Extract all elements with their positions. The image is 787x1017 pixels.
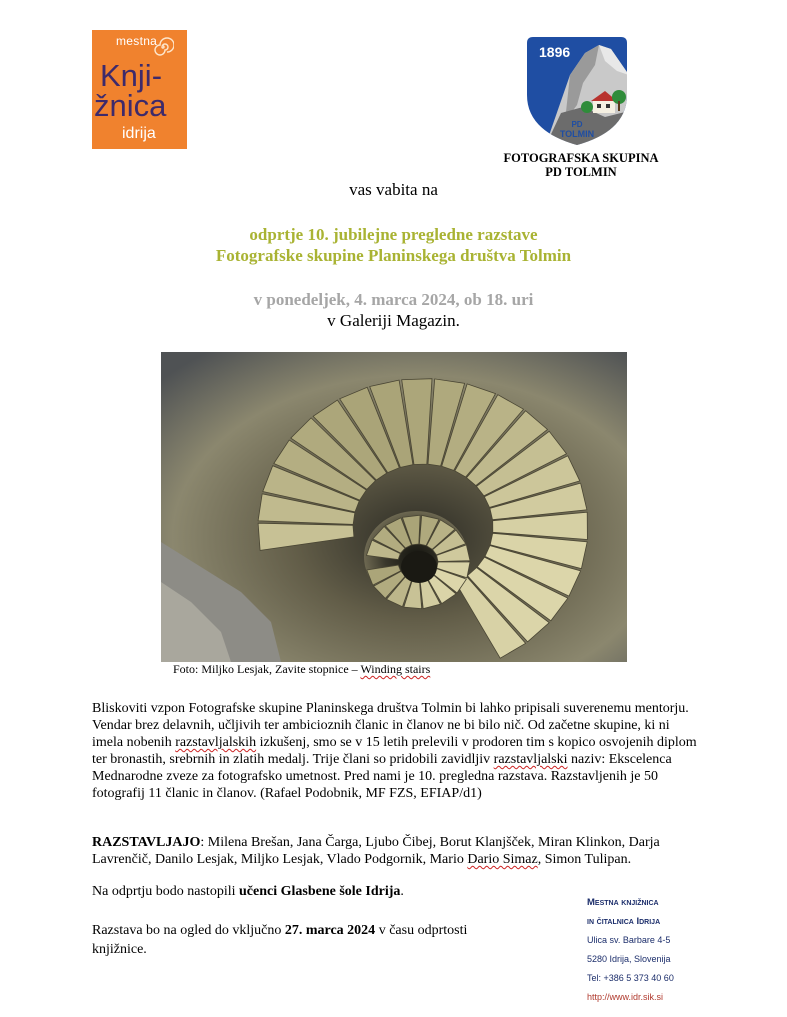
exhibitors-paragraph: RAZSTAVLJAJO: Milena Brešan, Jana Čarga, Ljubo Čibej, Borut Klanjšček, Miran Klinkon, Darja Lavrenčič, Danilo Lesjak, Miljko Lesjak, Vlado Podgornik, Mario Dario Simaz, Simon Tulipan.	[92, 835, 660, 867]
caption-english: Winding stairs	[360, 662, 431, 676]
spiral-stairs-photo	[161, 352, 627, 662]
logo-text-knji: Knji-	[100, 58, 163, 93]
event-title-line2: Fotografske skupine Planinskega društva Tolmin	[215, 246, 572, 265]
contact-phone: Tel: +386 5 373 40 60	[587, 973, 674, 983]
exhibitors-label: RAZSTAVLJAJO	[92, 835, 201, 850]
contact-url-link[interactable]: http://www.idr.sik.si	[587, 992, 664, 1002]
library-logo	[92, 30, 187, 149]
closing-paragraph: Razstava bo na ogled do vključno 27. marca 2024 v času odprtosti knjižnice.	[92, 923, 468, 957]
logo-text-idrija: idrija	[122, 125, 156, 142]
event-title-line1: odprtje 10. jubilejne pregledne razstave	[249, 225, 538, 244]
club-name-line2: PD TOLMIN	[545, 165, 617, 179]
library-contact-block	[587, 893, 674, 1007]
club-name	[470, 151, 692, 179]
badge-tolmin: TOLMIN	[559, 129, 595, 139]
event-venue: v Galeriji Magazin.	[327, 311, 460, 330]
badge-year: 1896	[539, 44, 571, 60]
contact-name: Mestna knjižnica	[587, 897, 659, 908]
description-paragraph: Bliskoviti vzpon Fotografske skupine Planinskega društva Tolmin bi lahko pripisali suverenemu mentorju. Vendar brez delavnih, učljivih ter ambicioznih članic in članov ne bi bilo nič. Od začetne skupine, ki ni imela nobenih razstavljalskih izkušenj, smo se v 15 letih prelevili v prodoren tim s kopico osvojenih diplom ter bronastih, srebrnih in zlatih medalj. Trije člani so pridobili zavidljiv razstavljalski naziv: Ekscelenca Mednarodne zveze za fotografsko umetnost. Pred nami je 10. pregledna razstava. Razstavljenih je 50 fotografij 11 članic in članov. (Rafael Podobnik, MF FZS, EFIAP/d1)	[92, 701, 697, 801]
contact-name2: in čitalnica Idrija	[587, 916, 661, 927]
logo-text-mestna: mestna	[116, 34, 158, 48]
invite-line: vas vabita na	[349, 180, 438, 199]
club-badge	[525, 35, 629, 152]
logo-text-znica: žnica	[94, 88, 167, 123]
contact-street: Ulica sv. Barbare 4-5	[587, 935, 671, 945]
event-date: v ponedeljek, 4. marca 2024, ob 18. uri	[253, 290, 534, 309]
performers-line: Na odprtju bodo nastopili učenci Glasbene šole Idrija.	[92, 884, 404, 899]
photo-caption: Foto: Miljko Lesjak, Zavite stopnice – Winding stairs	[173, 662, 431, 676]
club-name-line1: FOTOGRAFSKA SKUPINA	[503, 151, 659, 165]
contact-city: 5280 Idrija, Slovenija	[587, 954, 671, 964]
badge-pd: PD	[571, 120, 583, 129]
